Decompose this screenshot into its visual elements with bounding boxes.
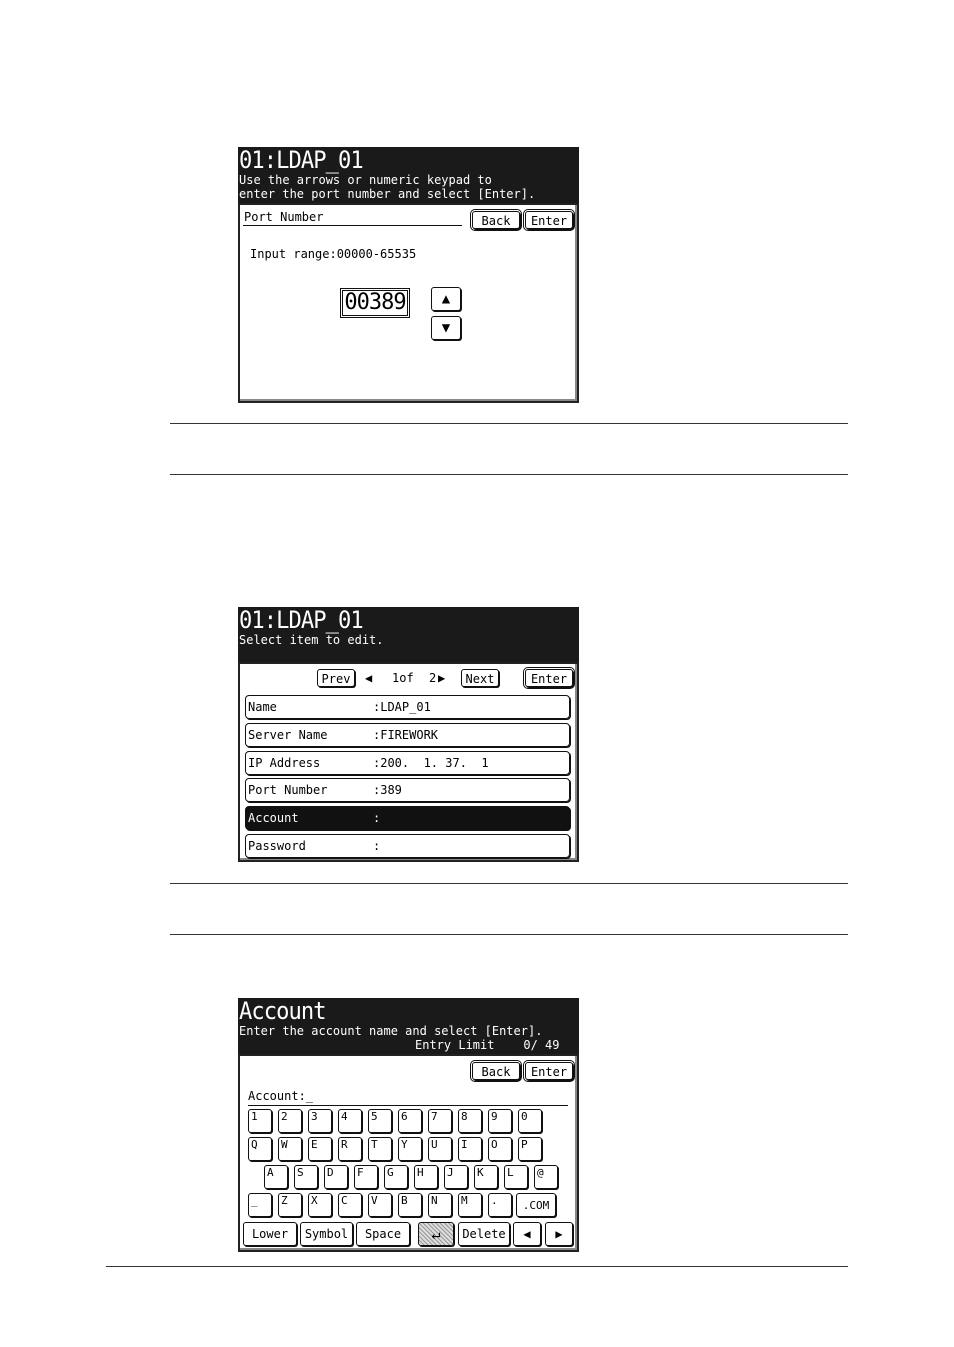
keyboard-key[interactable]: 0 (518, 1109, 542, 1133)
keyboard-key[interactable]: H (414, 1165, 438, 1189)
list-item-account[interactable] (245, 806, 570, 830)
keyboard-key[interactable]: K (474, 1165, 498, 1189)
screen-instructions: Use the arrows or numeric keypad to enter the port number and select [Enter]. (239, 173, 536, 201)
keyboard-key[interactable]: R (338, 1137, 362, 1161)
down-arrow-icon: ▼ (441, 320, 451, 336)
keyboard-key[interactable]: G (384, 1165, 408, 1189)
screen-header (238, 147, 579, 203)
enter-button[interactable]: Enter (525, 669, 573, 687)
ldap-edit-screen (238, 607, 579, 862)
keyboard-key[interactable]: . (488, 1193, 512, 1217)
up-arrow-button[interactable] (431, 287, 461, 311)
list-item-server-name[interactable] (245, 723, 570, 747)
entry-underline (248, 1105, 568, 1106)
keyboard-key[interactable]: 8 (458, 1109, 482, 1133)
left-arrow-icon: ◀ (523, 1227, 531, 1241)
keyboard-key[interactable]: V (368, 1193, 392, 1217)
port-number-screen (238, 147, 579, 403)
keyboard-key[interactable]: U (428, 1137, 452, 1161)
left-arrow-icon: ◀ (365, 671, 373, 685)
space-button[interactable]: Space (356, 1222, 410, 1246)
keyboard-key[interactable]: S (294, 1165, 318, 1189)
keyboard-key[interactable]: P (518, 1137, 542, 1161)
prev-button[interactable]: Prev (317, 669, 355, 687)
keyboard-key[interactable]: I (458, 1137, 482, 1161)
keyboard-key[interactable]: O (488, 1137, 512, 1161)
keyboard-key[interactable]: 7 (428, 1109, 452, 1133)
down-arrow-button[interactable] (431, 316, 461, 340)
account-entry-screen (238, 998, 579, 1252)
keyboard-key[interactable]: @ (534, 1165, 558, 1189)
back-button[interactable]: Back (472, 1062, 520, 1080)
cursor-left-button[interactable] (513, 1222, 541, 1246)
screen-body (238, 662, 579, 862)
right-arrow-icon: ▶ (438, 671, 446, 685)
keyboard-key[interactable]: Q (248, 1137, 272, 1161)
return-icon: ↵ (431, 1225, 441, 1243)
symbol-button[interactable]: Symbol (300, 1222, 353, 1246)
keyboard-key[interactable]: E (308, 1137, 332, 1161)
row-value: :FIREWORK (373, 728, 439, 742)
up-arrow-icon: ▲ (441, 291, 451, 307)
keyboard-key[interactable]: T (368, 1137, 392, 1161)
input-range-text: Input range:00000-65535 (250, 247, 417, 261)
row-key: Port Number (248, 783, 328, 797)
enter-button[interactable]: Enter (525, 1062, 573, 1080)
screen-header (238, 998, 579, 1054)
keyboard-key[interactable]: Y (398, 1137, 422, 1161)
screen-title: 01:LDAP_01 (239, 606, 363, 634)
divider (170, 934, 848, 935)
keyboard-key[interactable]: _ (248, 1193, 272, 1217)
keyboard-key[interactable]: 9 (488, 1109, 512, 1133)
keyboard-key[interactable]: J (444, 1165, 468, 1189)
screen-title: 01:LDAP_01 (239, 146, 363, 174)
keyboard-key[interactable]: D (324, 1165, 348, 1189)
list-item-port-number[interactable] (245, 778, 570, 802)
back-button[interactable]: Back (472, 211, 520, 229)
lower-button[interactable]: Lower (243, 1222, 297, 1246)
com-key[interactable]: .COM (516, 1193, 556, 1217)
screen-header (238, 607, 579, 662)
row-value: :LDAP_01 (373, 700, 431, 714)
keyboard-key[interactable]: 1 (248, 1109, 272, 1133)
row-key: Name (248, 700, 277, 714)
row-key: IP Address (248, 756, 321, 770)
screen-body (238, 203, 579, 403)
keyboard-key[interactable]: C (338, 1193, 362, 1217)
page-total: 2 (429, 671, 437, 685)
row-value: : (373, 839, 381, 853)
keyboard-key[interactable]: 5 (368, 1109, 392, 1133)
row-key: Account (248, 811, 299, 825)
row-value: :389 (373, 783, 402, 797)
return-button[interactable] (418, 1222, 454, 1246)
port-number-value[interactable]: 00389 (342, 290, 408, 316)
row-key: Password (248, 839, 306, 853)
list-item-password[interactable] (245, 834, 570, 858)
keyboard-key[interactable]: B (398, 1193, 422, 1217)
divider (170, 883, 848, 884)
keyboard-key[interactable]: F (354, 1165, 378, 1189)
label-underline (243, 225, 462, 226)
keyboard-key[interactable]: W (278, 1137, 302, 1161)
keyboard-key[interactable]: N (428, 1193, 452, 1217)
keyboard-key[interactable]: X (308, 1193, 332, 1217)
keyboard-key[interactable]: Z (278, 1193, 302, 1217)
list-item-ip-address[interactable] (245, 751, 570, 775)
page-bottom-rule (106, 1266, 848, 1267)
entry-limit: Entry Limit 0/ 49 (415, 1038, 560, 1052)
screen-title: Account (239, 997, 326, 1025)
row-value: :200. 1. 37. 1 (373, 756, 489, 770)
row-key: Server Name (248, 728, 328, 742)
cursor-right-button[interactable] (545, 1222, 573, 1246)
keyboard-key[interactable]: M (458, 1193, 482, 1217)
delete-button[interactable]: Delete (458, 1222, 510, 1246)
keyboard-key[interactable]: A (264, 1165, 288, 1189)
divider (170, 474, 848, 475)
next-button[interactable]: Next (461, 669, 499, 687)
list-item-name[interactable] (245, 695, 570, 719)
keyboard-key[interactable]: 2 (278, 1109, 302, 1133)
divider (170, 423, 848, 424)
screen-instructions: Enter the account name and select [Enter]. (239, 1024, 543, 1038)
keyboard-key[interactable]: L (504, 1165, 528, 1189)
account-entry-field[interactable]: Account:_ (248, 1089, 314, 1103)
screen-body (238, 1054, 579, 1252)
page-indicator: 1of (392, 671, 414, 685)
enter-button[interactable]: Enter (525, 211, 573, 229)
row-value: : (373, 811, 381, 825)
port-number-label: Port Number (244, 210, 324, 224)
keyboard-key[interactable]: 4 (338, 1109, 362, 1133)
keyboard-key[interactable]: 3 (308, 1109, 332, 1133)
screen-instructions: Select item to edit. (239, 633, 384, 647)
keyboard-key[interactable]: 6 (398, 1109, 422, 1133)
right-arrow-icon: ▶ (555, 1227, 563, 1241)
